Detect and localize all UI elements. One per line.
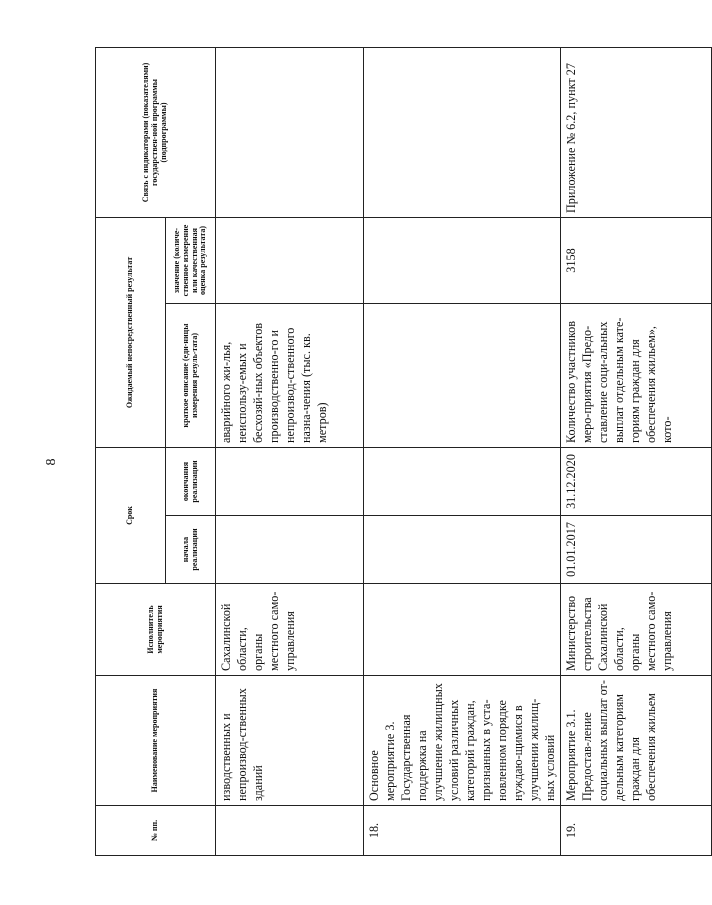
cell-desc: аварийного жи-лья, неиспользу-емых и бесхозяй-ных объектов производственно-го и непроизвод-ственного назна-чения (тыс. кв. метров) xyxy=(216,304,364,448)
table-row xyxy=(561,48,712,856)
cell-executor: Сахалинской области, органы местного само-управления xyxy=(216,584,364,676)
cell-value xyxy=(364,218,561,304)
cell-name: Основное мероприятие 3. Государственная поддержка на улучшение жилищных условий различных категорий граждан, признанных в уста-новленном порядке нуждаю-щимися в улучшении жилищ-ных условий xyxy=(364,676,561,806)
activities-table xyxy=(95,47,712,856)
cell-link xyxy=(216,48,364,218)
cell-num: 18. xyxy=(364,806,561,856)
cell-name: Мероприятие 3.1. Предостав-ление социальных выплат от-дельным категориям граждан для обеспечения жильем xyxy=(561,676,712,806)
header-term: Срок xyxy=(96,448,166,584)
cell-start xyxy=(364,516,561,584)
cell-name: изводственных и непроизвод-ственных зданий xyxy=(216,676,364,806)
header-result-value: значение (количе-ственное измерение или качественная оценка результата) xyxy=(166,218,216,304)
header-num: № пп. xyxy=(96,806,216,856)
cell-desc: Количество участников меро-приятия «Предо-ставление соци-альных выплат отдельным кате-гориям граждан для обеспечения жильем», кото- xyxy=(561,304,712,448)
cell-start: 01.01.2017 xyxy=(561,516,712,584)
table-row xyxy=(364,48,561,856)
header-term-end: окончания реализации xyxy=(166,448,216,516)
cell-end: 31.12.2020 xyxy=(561,448,712,516)
cell-value: 3158 xyxy=(561,218,712,304)
header-result-desc: краткое описание (еди-ницы измерения резуль-тата) xyxy=(166,304,216,448)
rotated-table-container xyxy=(95,48,674,856)
header-row-1 xyxy=(96,48,166,856)
cell-num: 19. xyxy=(561,806,712,856)
header-executor: Исполнитель мероприятия xyxy=(96,584,216,676)
header-result: Ожидаемый непосредственный результат xyxy=(96,218,166,448)
cell-value xyxy=(216,218,364,304)
header-name: Наименование мероприятия xyxy=(96,676,216,806)
cell-num xyxy=(216,806,364,856)
cell-link: Приложение № 6.2, пункт 27 xyxy=(561,48,712,218)
cell-executor: Министерство строительства Сахалинской области, органы местного само-управления xyxy=(561,584,712,676)
page-number: 8 xyxy=(44,458,59,466)
cell-link xyxy=(364,48,561,218)
cell-end xyxy=(216,448,364,516)
cell-desc xyxy=(364,304,561,448)
cell-executor xyxy=(364,584,561,676)
header-link: Связь с индикаторами (показателями) государствен-ной программы (подпрограммы) xyxy=(96,48,216,218)
cell-start xyxy=(216,516,364,584)
header-term-start: начала реализации xyxy=(166,516,216,584)
table-row xyxy=(216,48,364,856)
cell-end xyxy=(364,448,561,516)
